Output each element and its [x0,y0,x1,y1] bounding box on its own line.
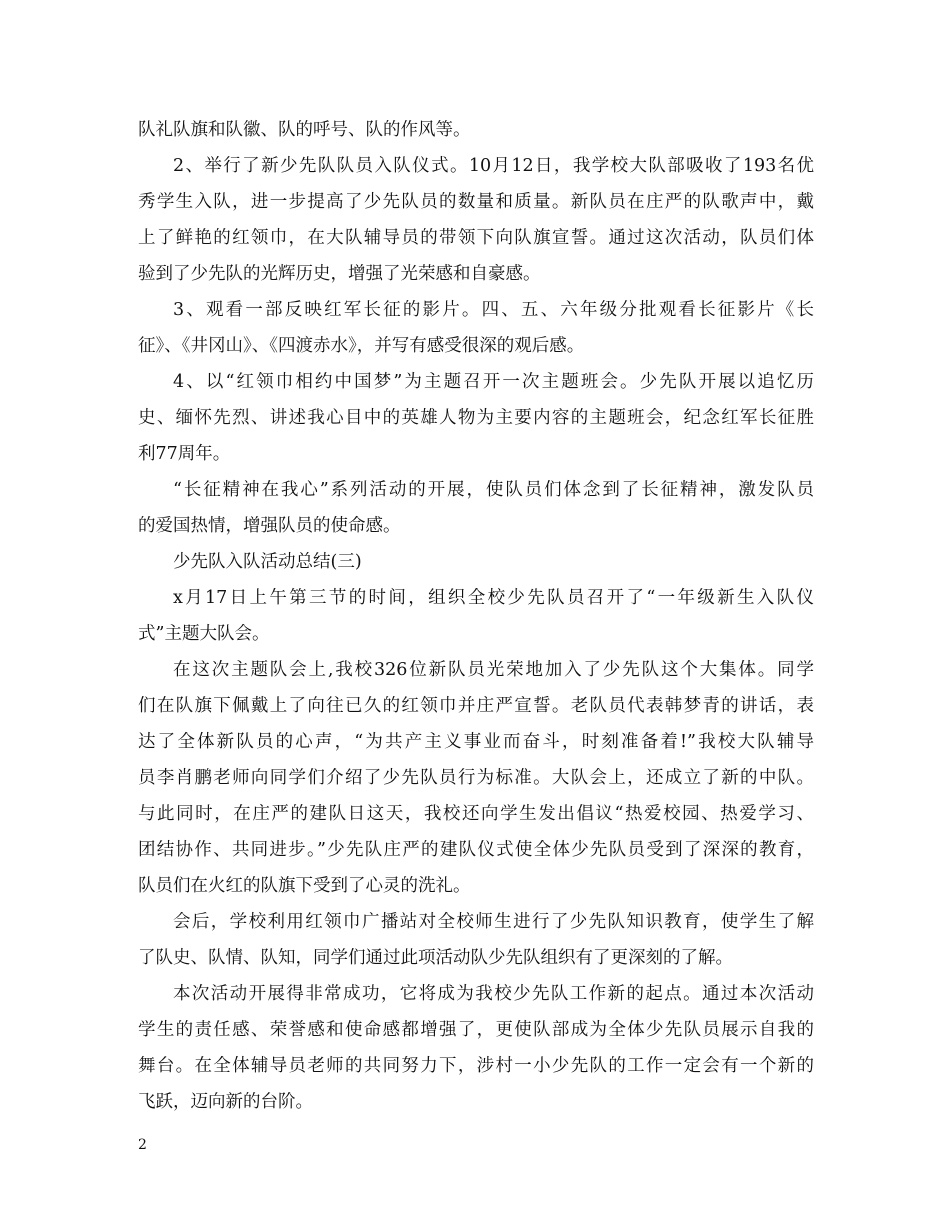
text-line: 在这次主题队会上,我校326位新队员光荣地加入了少先队这个大集体。同学 [173,660,814,680]
text-line: 利77周年。 [138,444,231,464]
text-line: 秀学生入队，进一步提高了少先队员的数量和质量。新队员在庄严的队歌声中，戴 [138,192,814,212]
text-line: 2、举行了新少先队队员入队仪式。10月12日，我学校大队部吸收了193名优 [173,156,814,176]
text-line: 少先队入队活动总结(三) [173,552,362,572]
text-line: “长征精神在我心”系列活动的开展，使队员们体念到了长征精神，激发队员 [173,480,814,500]
text-line: 验到了少先队的光辉历史，增强了光荣感和自豪感。 [138,264,541,284]
text-line: 队礼队旗和队徽、队的呼号、队的作风等。 [138,120,471,140]
text-line: 达了全体新队员的心声，“为共产主义事业而奋斗，时刻准备着!”我校大队辅导 [138,732,814,752]
text-line: 4、以“红领巾相约中国梦”为主题召开一次主题班会。少先队开展以追忆历 [173,372,814,392]
text-line: 上了鲜艳的红领巾，在大队辅导员的带领下向队旗宣誓。通过这次活动，队员们体 [138,228,814,248]
text-line: 会后，学校利用红领巾广播站对全校师生进行了少先队知识教育，使学生了解 [173,912,814,932]
text-line: 征》、《井冈山》、《四渡赤水》，并写有感受很深的观后感。 [138,336,585,356]
text-line: 了队史、队情、队知，同学们通过此项活动队少先队组织有了更深刻的了解。 [138,948,733,968]
page-number: 2 [138,1137,147,1153]
text-line: 舞台。在全体辅导员老师的共同努力下，涉村一小少先队的工作一定会有一个新的 [138,1056,814,1076]
document-body [138,112,814,1120]
text-line: x月17日上午第三节的时间，组织全校少先队员召开了“一年级新生入队仪 [173,588,814,608]
text-line: 们在队旗下佩戴上了向往已久的红领巾并庄严宣誓。老队员代表韩梦青的讲话，表 [138,696,814,716]
text-line: 与此同时，在庄严的建队日这天，我校还向学生发出倡议“热爱校园、热爱学习、 [138,804,814,824]
text-line: 飞跃，迈向新的台阶。 [138,1092,313,1112]
text-line: 员李肖鹏老师向同学们介绍了少先队员行为标准。大队会上，还成立了新的中队。 [138,768,814,788]
text-line: 式”主题大队会。 [138,624,270,644]
text-line: 史、缅怀先烈、讲述我心目中的英雄人物为主要内容的主题班会，纪念红军长征胜 [138,408,814,428]
text-line: 队员们在火红的队旗下受到了心灵的洗礼。 [138,876,471,896]
text-line: 的爱国热情，增强队员的使命感。 [138,516,401,536]
text-line: 团结协作、共同进步。”少先队庄严的建队仪式使全体少先队员受到了深深的教育， [138,840,814,860]
text-line: 学生的责任感、荣誉感和使命感都增强了，更使队部成为全体少先队员展示自我的 [138,1020,814,1040]
text-line: 本次活动开展得非常成功，它将成为我校少先队工作新的起点。通过本次活动 [173,984,814,1004]
text-line: 3、观看一部反映红军长征的影片。四、五、六年级分批观看长征影片《长 [173,300,814,320]
